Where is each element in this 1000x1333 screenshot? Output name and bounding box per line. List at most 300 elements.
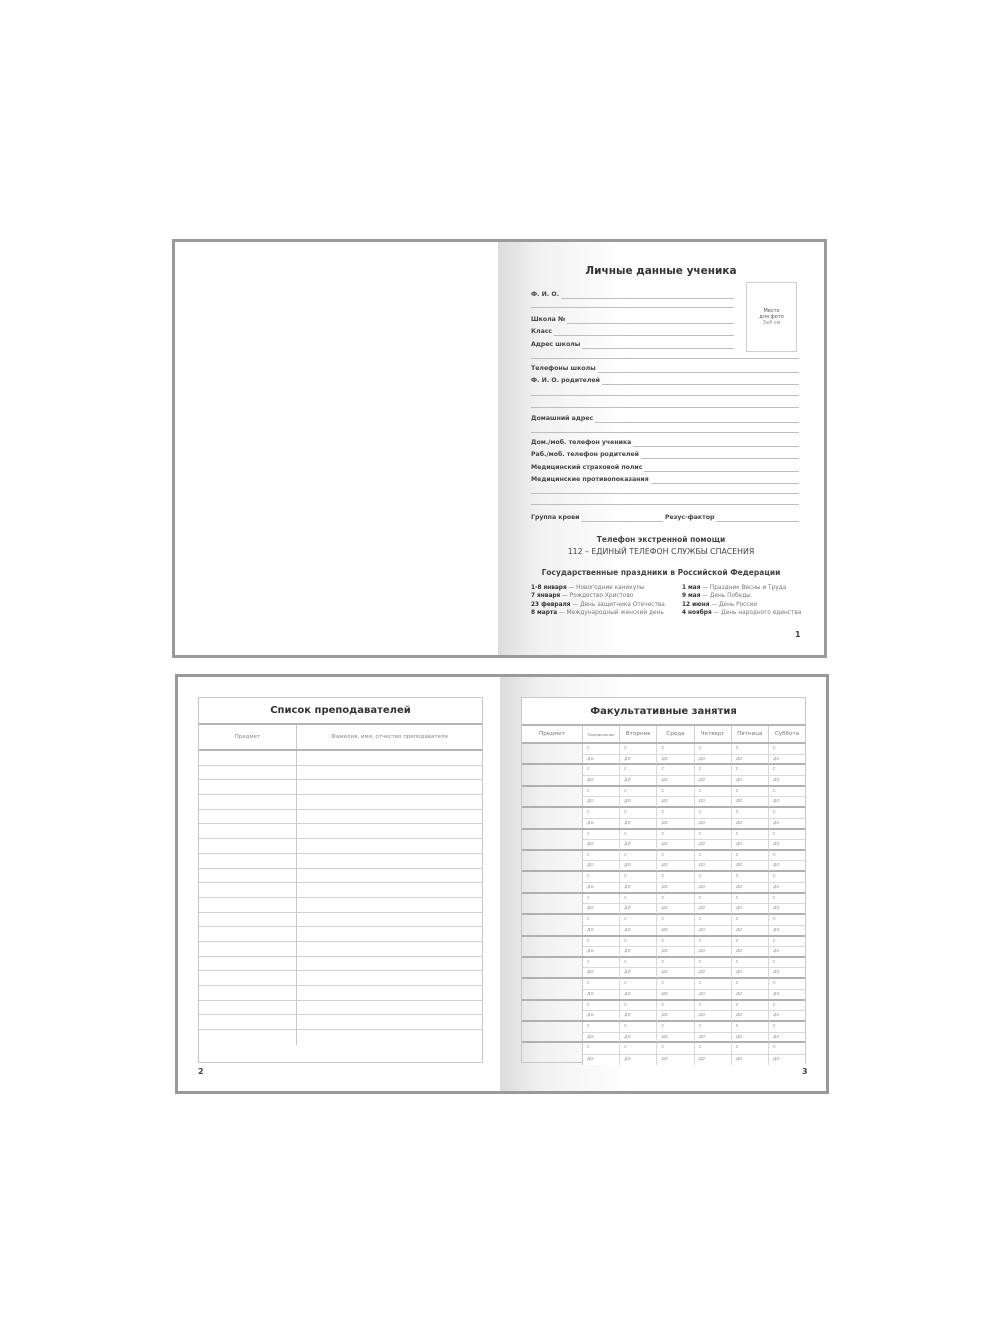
field-contraindications[interactable]: Медицинские противопоказания <box>531 474 799 484</box>
column-header-monday: Понедельник <box>583 726 620 742</box>
from-time-cell[interactable]: с <box>732 830 769 840</box>
from-time-cell[interactable]: с <box>620 765 657 775</box>
from-time-cell[interactable]: с <box>620 1022 657 1032</box>
from-time-cell[interactable]: с <box>657 787 694 797</box>
to-time-cell[interactable]: до <box>695 776 732 786</box>
from-time-cell[interactable]: с <box>732 915 769 925</box>
subject-cell[interactable] <box>199 839 297 853</box>
from-time-cell[interactable]: с <box>695 894 732 904</box>
from-time-cell[interactable]: с <box>772 937 776 944</box>
to-time-cell[interactable]: до <box>772 798 780 805</box>
to-time-cell[interactable]: до <box>583 990 620 1000</box>
holidays-title: Государственные праздники в Российской Федерации <box>541 568 781 577</box>
from-time-cell[interactable]: с <box>583 958 620 968</box>
field-line[interactable] <box>531 407 799 408</box>
table-row <box>199 780 482 795</box>
table-row <box>522 979 805 1000</box>
teacher-name-cell[interactable] <box>297 854 482 868</box>
to-time-cell[interactable]: до <box>583 1033 620 1043</box>
to-time-cell[interactable]: до <box>695 1055 732 1065</box>
to-time-cell[interactable]: до <box>657 1055 694 1065</box>
subject-cell[interactable] <box>199 986 297 1000</box>
field-line[interactable] <box>531 395 799 396</box>
to-time-cell[interactable]: до <box>772 969 780 976</box>
subject-cell[interactable] <box>522 979 583 998</box>
teacher-name-cell[interactable] <box>297 824 482 838</box>
to-time-cell[interactable]: до <box>657 904 694 914</box>
holidays-column-2 <box>682 584 801 617</box>
to-time-cell[interactable]: до <box>657 840 694 850</box>
subject-cell[interactable] <box>199 942 297 956</box>
to-time-cell[interactable]: до <box>620 1011 657 1021</box>
to-time-cell[interactable]: до <box>772 862 780 869</box>
from-time-cell[interactable]: с <box>583 1043 620 1053</box>
from-time-cell[interactable]: с <box>772 766 776 773</box>
teacher-name-cell[interactable] <box>297 927 482 941</box>
from-time-cell[interactable]: с <box>732 872 769 882</box>
to-time-cell[interactable]: до <box>583 1011 620 1021</box>
from-time-cell[interactable]: с <box>583 787 620 797</box>
from-time-cell[interactable]: с <box>620 851 657 861</box>
subject-cell[interactable] <box>522 937 583 956</box>
teacher-name-cell[interactable] <box>297 795 482 809</box>
from-time-cell[interactable]: с <box>620 1043 657 1053</box>
holiday-item: 9 мая — День Победы <box>682 593 751 600</box>
subject-cell[interactable] <box>199 810 297 824</box>
from-time-cell[interactable]: с <box>620 872 657 882</box>
from-time-cell[interactable]: с <box>620 1001 657 1011</box>
to-time-cell[interactable]: до <box>657 947 694 957</box>
teacher-name-cell[interactable] <box>297 1030 482 1045</box>
from-time-cell[interactable]: с <box>583 830 620 840</box>
table-row <box>199 971 482 986</box>
optional-classes-page <box>500 677 826 1091</box>
spread-pages-2-3 <box>175 674 829 1094</box>
from-time-cell[interactable]: с <box>620 937 657 947</box>
table-row <box>199 839 482 854</box>
table-title: Список преподавателей <box>199 698 482 725</box>
field-line[interactable] <box>531 432 799 433</box>
subject-cell[interactable] <box>199 883 297 897</box>
from-time-cell[interactable]: с <box>583 937 620 947</box>
from-time-cell[interactable]: с <box>657 872 694 882</box>
to-time-cell[interactable]: до <box>772 990 780 997</box>
to-time-cell[interactable]: до <box>695 755 732 765</box>
from-time-cell[interactable]: с <box>695 830 732 840</box>
to-time-cell[interactable]: до <box>772 841 780 848</box>
teacher-name-cell[interactable] <box>297 986 482 1000</box>
to-time-cell[interactable]: до <box>583 861 620 871</box>
from-time-cell[interactable]: с <box>772 980 776 987</box>
teacher-name-cell[interactable] <box>297 1015 482 1029</box>
subject-cell[interactable] <box>199 913 297 927</box>
to-time-cell[interactable]: до <box>695 861 732 871</box>
field-full-name[interactable]: Ф. И. О. <box>531 289 734 299</box>
to-time-cell[interactable]: до <box>695 968 732 978</box>
from-time-cell[interactable]: с <box>620 979 657 989</box>
from-time-cell[interactable]: с <box>772 1044 776 1051</box>
subject-cell[interactable] <box>199 824 297 838</box>
from-time-cell[interactable]: с <box>583 915 620 925</box>
from-time-cell[interactable]: с <box>772 916 776 923</box>
from-time-cell[interactable]: с <box>772 873 776 880</box>
to-time-cell[interactable]: до <box>620 819 657 829</box>
subject-cell[interactable] <box>199 957 297 971</box>
to-time-cell[interactable]: до <box>772 1033 780 1040</box>
table-row <box>522 830 805 851</box>
to-time-cell[interactable]: до <box>772 883 780 890</box>
table-row <box>522 915 805 936</box>
to-time-cell[interactable]: до <box>695 947 732 957</box>
to-time-cell[interactable]: до <box>695 840 732 850</box>
from-time-cell[interactable]: с <box>620 808 657 818</box>
to-time-cell[interactable]: до <box>620 755 657 765</box>
subject-cell[interactable] <box>199 780 297 794</box>
field-student-phone[interactable]: Дом./моб. телефон ученика <box>531 437 799 447</box>
from-time-cell[interactable]: с <box>657 765 694 775</box>
table-row <box>199 957 482 972</box>
from-time-cell[interactable]: с <box>583 808 620 818</box>
table-row <box>522 1043 805 1064</box>
from-time-cell[interactable]: с <box>732 744 769 754</box>
field-class[interactable]: Класс <box>531 326 734 336</box>
to-time-cell[interactable]: до <box>583 904 620 914</box>
subject-cell[interactable] <box>199 766 297 780</box>
to-time-cell[interactable]: до <box>732 755 769 765</box>
subject-cell[interactable] <box>199 869 297 883</box>
from-time-cell[interactable]: с <box>583 765 620 775</box>
table-row <box>199 824 482 839</box>
table-row <box>522 744 805 765</box>
from-time-cell[interactable]: с <box>583 894 620 904</box>
from-time-cell[interactable]: с <box>583 979 620 989</box>
column-header-subject: Предмет <box>522 726 583 742</box>
from-time-cell[interactable]: с <box>732 894 769 904</box>
to-time-cell[interactable]: до <box>657 990 694 1000</box>
from-time-cell[interactable]: с <box>772 830 776 837</box>
to-time-cell[interactable]: до <box>657 1033 694 1043</box>
table-row <box>199 913 482 928</box>
field-line[interactable] <box>531 504 799 505</box>
to-time-cell[interactable]: до <box>732 819 769 829</box>
to-time-cell[interactable]: до <box>583 776 620 786</box>
subject-cell[interactable] <box>199 927 297 941</box>
teacher-name-cell[interactable] <box>297 898 482 912</box>
to-time-cell[interactable]: до <box>732 861 769 871</box>
to-time-cell[interactable]: до <box>772 905 780 912</box>
field-parents-name[interactable]: Ф. И. О. родителей <box>531 375 799 385</box>
field-line[interactable] <box>531 358 799 359</box>
to-time-cell[interactable]: до <box>620 904 657 914</box>
subject-cell[interactable] <box>199 898 297 912</box>
from-time-cell[interactable]: с <box>732 958 769 968</box>
teacher-name-cell[interactable] <box>297 957 482 971</box>
from-time-cell[interactable]: с <box>772 809 776 816</box>
optional-classes-table <box>521 697 806 1063</box>
to-time-cell[interactable]: до <box>583 883 620 893</box>
teacher-name-cell[interactable] <box>297 1001 482 1015</box>
field-school-address[interactable]: Адрес школы <box>531 339 734 349</box>
table-row <box>522 1022 805 1043</box>
from-time-cell[interactable]: с <box>695 872 732 882</box>
personal-data-page <box>498 242 824 655</box>
from-time-cell[interactable]: с <box>732 787 769 797</box>
from-time-cell[interactable]: с <box>583 744 620 754</box>
subject-cell[interactable] <box>522 1001 583 1020</box>
to-time-cell[interactable]: до <box>732 797 769 807</box>
table-header <box>199 725 482 751</box>
from-time-cell[interactable]: с <box>657 937 694 947</box>
column-header-tuesday: Вторник <box>620 726 657 742</box>
to-time-cell[interactable]: до <box>772 776 780 783</box>
subject-cell[interactable] <box>199 1015 297 1029</box>
subject-cell[interactable] <box>199 795 297 809</box>
to-time-cell[interactable]: до <box>657 968 694 978</box>
to-time-cell[interactable]: до <box>695 904 732 914</box>
to-time-cell[interactable]: до <box>657 883 694 893</box>
from-time-cell[interactable]: с <box>732 1043 769 1053</box>
subject-cell[interactable] <box>522 1043 583 1064</box>
to-time-cell[interactable]: до <box>772 1055 780 1062</box>
from-time-cell[interactable]: с <box>732 1022 769 1032</box>
to-time-cell[interactable]: до <box>583 1055 620 1065</box>
subject-cell[interactable] <box>522 851 583 870</box>
to-time-cell[interactable]: до <box>732 1011 769 1021</box>
from-time-cell[interactable]: с <box>772 745 776 751</box>
from-time-cell[interactable]: с <box>695 1001 732 1011</box>
to-time-cell[interactable]: до <box>772 948 780 955</box>
page-title: Личные данные ученика <box>585 265 737 277</box>
from-time-cell[interactable]: с <box>657 1022 694 1032</box>
table-row <box>522 765 805 786</box>
subject-cell[interactable] <box>522 915 583 934</box>
from-time-cell[interactable]: с <box>657 979 694 989</box>
page-number: 3 <box>802 1067 808 1076</box>
table-row <box>522 937 805 958</box>
to-time-cell[interactable]: до <box>583 840 620 850</box>
from-time-cell[interactable]: с <box>657 1001 694 1011</box>
from-time-cell[interactable]: с <box>620 830 657 840</box>
field-rh-factor[interactable]: Резус-фактор <box>665 512 799 522</box>
column-header-saturday: Суббота <box>774 731 800 737</box>
to-time-cell[interactable]: до <box>620 926 657 936</box>
from-time-cell[interactable]: с <box>657 1043 694 1053</box>
from-time-cell[interactable]: с <box>732 765 769 775</box>
from-time-cell[interactable]: с <box>772 894 776 901</box>
to-time-cell[interactable]: до <box>732 968 769 978</box>
from-time-cell[interactable]: с <box>695 1043 732 1053</box>
teacher-name-cell[interactable] <box>297 751 482 765</box>
subject-cell[interactable] <box>199 1030 297 1045</box>
to-time-cell[interactable]: до <box>732 776 769 786</box>
subject-cell[interactable] <box>522 830 583 849</box>
to-time-cell[interactable]: до <box>657 776 694 786</box>
from-time-cell[interactable]: с <box>732 851 769 861</box>
to-time-cell[interactable]: до <box>583 947 620 957</box>
to-time-cell[interactable]: до <box>732 947 769 957</box>
to-time-cell[interactable]: до <box>583 968 620 978</box>
teacher-name-cell[interactable] <box>297 766 482 780</box>
teacher-name-cell[interactable] <box>297 883 482 897</box>
from-time-cell[interactable]: с <box>583 851 620 861</box>
field-line[interactable] <box>531 307 734 308</box>
from-time-cell[interactable]: с <box>695 744 732 754</box>
subject-cell[interactable] <box>522 787 583 806</box>
from-time-cell[interactable]: с <box>732 808 769 818</box>
subject-cell[interactable] <box>199 854 297 868</box>
teacher-name-cell[interactable] <box>297 839 482 853</box>
subject-cell[interactable] <box>199 751 297 765</box>
subject-cell[interactable] <box>199 1001 297 1015</box>
from-time-cell[interactable]: с <box>772 1023 776 1030</box>
subject-cell[interactable] <box>522 958 583 977</box>
to-time-cell[interactable]: до <box>657 861 694 871</box>
to-time-cell[interactable]: до <box>620 990 657 1000</box>
teacher-name-cell[interactable] <box>297 780 482 794</box>
from-time-cell[interactable]: с <box>620 894 657 904</box>
from-time-cell[interactable]: с <box>620 915 657 925</box>
to-time-cell[interactable]: до <box>657 797 694 807</box>
from-time-cell[interactable]: с <box>772 958 776 965</box>
to-time-cell[interactable]: до <box>620 1055 657 1065</box>
from-time-cell[interactable]: с <box>657 744 694 754</box>
to-time-cell[interactable]: до <box>772 1012 780 1019</box>
from-time-cell[interactable]: с <box>657 851 694 861</box>
to-time-cell[interactable]: до <box>732 1033 769 1043</box>
to-time-cell[interactable]: до <box>620 947 657 957</box>
emergency-title: Телефон экстренной помощи <box>596 535 726 544</box>
to-time-cell[interactable]: до <box>732 840 769 850</box>
teacher-name-cell[interactable] <box>297 971 482 985</box>
to-time-cell[interactable]: до <box>583 926 620 936</box>
to-time-cell[interactable]: до <box>620 968 657 978</box>
from-time-cell[interactable]: с <box>583 872 620 882</box>
table-row <box>522 958 805 979</box>
table-row <box>522 894 805 915</box>
from-time-cell[interactable]: с <box>732 979 769 989</box>
from-time-cell[interactable]: с <box>732 937 769 947</box>
from-time-cell[interactable]: с <box>695 787 732 797</box>
field-home-address[interactable]: Домашний адрес <box>531 413 799 423</box>
to-time-cell[interactable]: до <box>695 926 732 936</box>
from-time-cell[interactable]: с <box>695 937 732 947</box>
from-time-cell[interactable]: с <box>772 851 776 858</box>
subject-cell[interactable] <box>522 808 583 827</box>
to-time-cell[interactable]: до <box>772 819 780 826</box>
to-time-cell[interactable]: до <box>657 926 694 936</box>
subject-cell[interactable] <box>522 872 583 891</box>
to-time-cell[interactable]: до <box>657 755 694 765</box>
to-time-cell[interactable]: до <box>695 819 732 829</box>
from-time-cell[interactable]: с <box>695 765 732 775</box>
teacher-name-cell[interactable] <box>297 913 482 927</box>
blank-page <box>175 242 498 655</box>
to-time-cell[interactable]: до <box>620 776 657 786</box>
from-time-cell[interactable]: с <box>695 958 732 968</box>
table-row <box>522 851 805 872</box>
from-time-cell[interactable]: с <box>695 979 732 989</box>
to-time-cell[interactable]: до <box>732 990 769 1000</box>
from-time-cell[interactable]: с <box>657 958 694 968</box>
to-time-cell[interactable]: до <box>732 1055 769 1065</box>
page-number: 1 <box>795 630 801 639</box>
to-time-cell[interactable]: до <box>772 755 780 762</box>
subject-cell[interactable] <box>199 971 297 985</box>
to-time-cell[interactable]: до <box>620 840 657 850</box>
teacher-rows <box>199 751 482 1045</box>
from-time-cell[interactable]: с <box>732 1001 769 1011</box>
to-time-cell[interactable]: до <box>620 883 657 893</box>
to-time-cell[interactable]: до <box>620 797 657 807</box>
to-time-cell[interactable]: до <box>695 1033 732 1043</box>
from-time-cell[interactable]: с <box>620 958 657 968</box>
from-time-cell[interactable]: с <box>695 851 732 861</box>
to-time-cell[interactable]: до <box>620 861 657 871</box>
to-time-cell[interactable]: до <box>772 926 780 933</box>
to-time-cell[interactable]: до <box>583 755 620 765</box>
teachers-table <box>198 697 483 1063</box>
subject-cell[interactable] <box>522 744 583 763</box>
field-insurance-policy[interactable]: Медицинский страховой полис <box>531 462 799 472</box>
from-time-cell[interactable]: с <box>657 830 694 840</box>
subject-cell[interactable] <box>522 1022 583 1041</box>
from-time-cell[interactable]: с <box>695 1022 732 1032</box>
to-time-cell[interactable]: до <box>657 819 694 829</box>
teacher-name-cell[interactable] <box>297 869 482 883</box>
from-time-cell[interactable]: с <box>583 1022 620 1032</box>
to-time-cell[interactable]: до <box>732 904 769 914</box>
from-time-cell[interactable]: с <box>772 1001 776 1008</box>
from-time-cell[interactable]: с <box>620 744 657 754</box>
table-row <box>199 810 482 825</box>
table-row <box>199 898 482 913</box>
teacher-name-cell[interactable] <box>297 942 482 956</box>
field-school-phones[interactable]: Телефоны школы <box>531 363 799 373</box>
holidays-column-1 <box>531 584 665 617</box>
from-time-cell[interactable]: с <box>620 787 657 797</box>
subject-cell[interactable] <box>522 765 583 784</box>
to-time-cell[interactable]: до <box>657 1011 694 1021</box>
subject-cell[interactable] <box>522 894 583 913</box>
field-school-number[interactable]: Школа № <box>531 314 734 324</box>
from-time-cell[interactable]: с <box>657 915 694 925</box>
to-time-cell[interactable]: до <box>583 819 620 829</box>
field-blood-group[interactable]: Группа крови <box>531 512 663 522</box>
from-time-cell[interactable]: с <box>695 808 732 818</box>
from-time-cell[interactable]: с <box>657 894 694 904</box>
table-row <box>199 883 482 898</box>
from-time-cell[interactable]: с <box>583 1001 620 1011</box>
holiday-item: 8 марта — Международный женский день <box>531 609 664 616</box>
table-row <box>199 1015 482 1030</box>
from-time-cell[interactable]: с <box>657 808 694 818</box>
teacher-name-cell[interactable] <box>297 810 482 824</box>
field-line[interactable] <box>531 493 799 494</box>
to-time-cell[interactable]: до <box>695 883 732 893</box>
to-time-cell[interactable]: до <box>732 926 769 936</box>
to-time-cell[interactable]: до <box>695 797 732 807</box>
to-time-cell[interactable]: до <box>695 1011 732 1021</box>
to-time-cell[interactable]: до <box>583 797 620 807</box>
to-time-cell[interactable]: до <box>732 883 769 893</box>
to-time-cell[interactable]: до <box>620 1033 657 1043</box>
to-time-cell[interactable]: до <box>695 990 732 1000</box>
from-time-cell[interactable]: с <box>695 915 732 925</box>
field-parents-phone[interactable]: Раб./моб. телефон родителей <box>531 449 799 459</box>
table-row <box>522 1001 805 1022</box>
holiday-item: 23 февраля — День защитника Отечества <box>531 601 665 608</box>
from-time-cell[interactable]: с <box>772 787 776 794</box>
